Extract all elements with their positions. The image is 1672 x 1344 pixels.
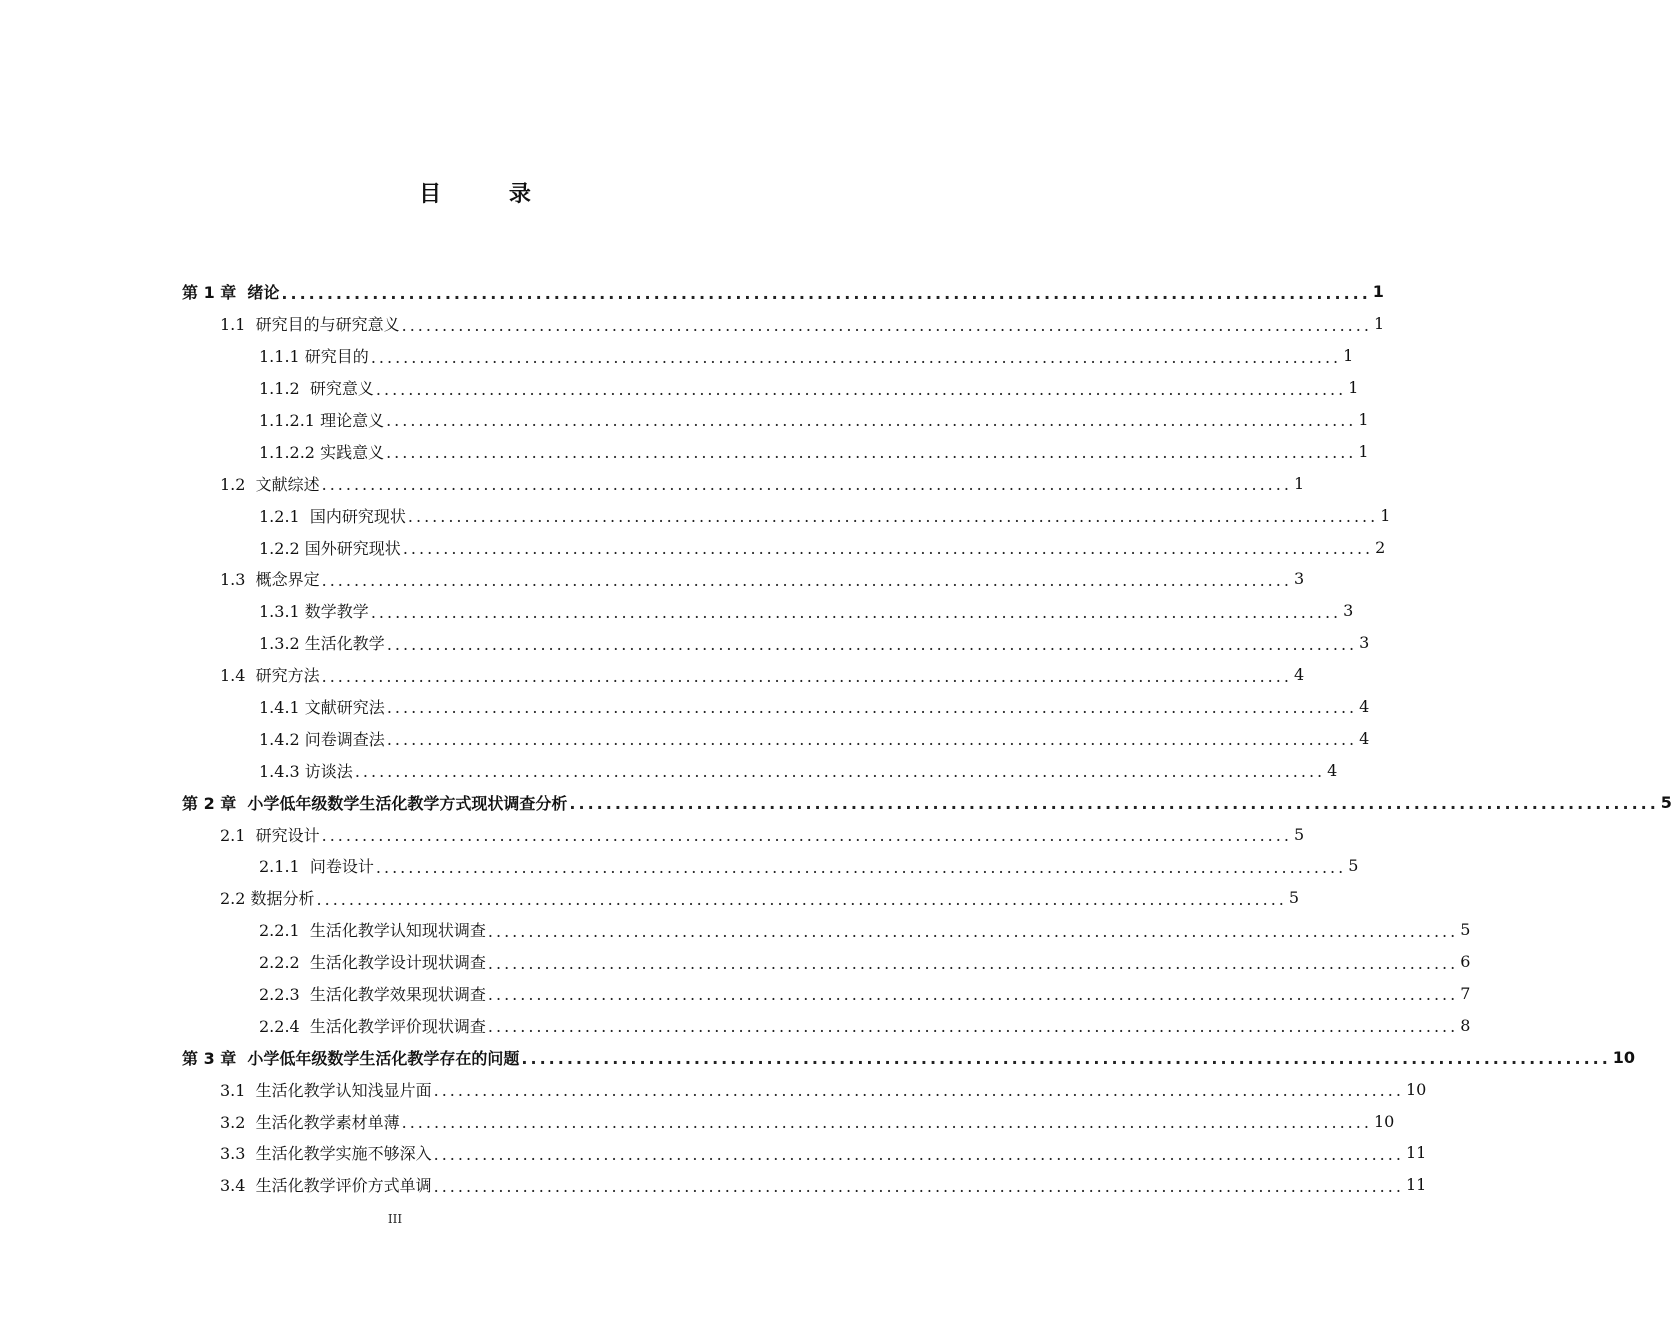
- toc-page-number: 4: [1359, 728, 1370, 748]
- toc-page-number: 4: [1293, 665, 1305, 685]
- toc-entry[interactable]: [182, 1041, 1636, 1073]
- toc-leader-dots: ........................................................................................................................: [487, 921, 1459, 941]
- toc-leader-dots: ........................................................................................................................: [316, 889, 1287, 909]
- toc-page-number: 5: [1460, 920, 1471, 940]
- toc-leader-dots: ........................................................................................................................: [487, 1017, 1459, 1037]
- toc-entry[interactable]: [182, 882, 1300, 914]
- toc-entry-label: 1.3.1 数学教学: [259, 602, 369, 622]
- toc-leader-dots: ........................................................................................................................: [433, 1081, 1404, 1101]
- toc-entry[interactable]: [182, 1169, 1427, 1201]
- toc-leader-dots: ........................................................................................................................: [386, 411, 1357, 431]
- toc-entry-label: 1.3 概念界定: [220, 570, 320, 590]
- toc-page-number: 5: [1660, 792, 1672, 812]
- toc-leader-dots: ........................................................................................................................: [375, 379, 1347, 399]
- toc-page-number: 1: [1358, 441, 1369, 461]
- toc-leader-dots: ........................................................................................................................: [401, 315, 1372, 335]
- toc-page-number: 8: [1460, 1015, 1471, 1035]
- toc-entry-label: 1.3.2 生活化教学: [259, 634, 385, 654]
- toc-page-number: 3: [1293, 569, 1305, 589]
- toc-entry[interactable]: [182, 1073, 1427, 1105]
- toc-entry-label: 3.4 生活化教学评价方式单调: [220, 1176, 432, 1196]
- table-of-contents: [182, 276, 1672, 1201]
- toc-leader-dots: ........................................................................................................................: [386, 698, 1358, 718]
- toc-leader-dots: ........................................................................................................................: [375, 857, 1347, 877]
- toc-entry-label: 1.1.2.2 实践意义: [259, 442, 385, 462]
- toc-page-number: 6: [1460, 952, 1471, 972]
- toc-entry-label: 3.3 生活化教学实施不够深入: [220, 1144, 432, 1164]
- toc-entry[interactable]: [182, 499, 1391, 531]
- toc-entry[interactable]: [182, 531, 1386, 563]
- toc-entry-label: 1.2.1 国内研究现状: [259, 506, 406, 526]
- toc-entry[interactable]: [182, 914, 1471, 946]
- toc-entry-label: 1.1.1 研究目的: [259, 347, 369, 367]
- toc-entry[interactable]: [182, 946, 1471, 978]
- toc-entry-label: 第 3 章 小学低年级数学生活化教学存在的问题: [182, 1048, 520, 1068]
- toc-entry[interactable]: [182, 627, 1370, 659]
- toc-entry[interactable]: [182, 308, 1385, 340]
- toc-page-number: 5: [1288, 888, 1300, 908]
- toc-leader-dots: ........................................................................................................................: [386, 443, 1357, 463]
- toc-page-number: 3: [1359, 633, 1370, 653]
- toc-leader-dots: ........................................................................................................................: [402, 539, 1374, 559]
- toc-entry[interactable]: [182, 754, 1338, 786]
- toc-leader-dots: ........................................................................................................................: [354, 762, 1326, 782]
- toc-page-number: 7: [1460, 984, 1471, 1004]
- toc-entry-label: 2.2.1 生活化教学认知现状调查: [259, 921, 486, 941]
- toc-page-number: 2: [1375, 537, 1386, 557]
- toc-page-number: 1: [1348, 378, 1359, 398]
- toc-leader-dots: ........................................................................................................................: [487, 953, 1459, 973]
- toc-entry-label: 3.1 生活化教学认知浅显片面: [220, 1080, 432, 1100]
- toc-entry-label: 2.2.2 生活化教学设计现状调查: [259, 953, 486, 973]
- toc-entry[interactable]: [182, 595, 1354, 627]
- toc-leader-dots: ........................................................................................................................: [521, 1049, 1611, 1069]
- toc-page-number: 1: [1293, 473, 1305, 493]
- toc-entry-label: 2.2 数据分析: [220, 889, 315, 909]
- toc-entry[interactable]: [182, 404, 1369, 436]
- toc-entry-label: 2.2.4 生活化教学评价现状调查: [259, 1016, 486, 1036]
- toc-leader-dots: ........................................................................................................................: [321, 475, 1292, 495]
- toc-entry-label: 1.1.2 研究意义: [259, 379, 374, 399]
- toc-page-number: 1: [1380, 505, 1391, 525]
- toc-page-number: 5: [1293, 824, 1305, 844]
- toc-entry-label: 1.4.2 问卷调查法: [259, 729, 385, 749]
- toc-entry-label: 第 2 章 小学低年级数学生活化教学方式现状调查分析: [182, 793, 568, 813]
- toc-entry-label: 第 1 章 绪论: [182, 283, 280, 303]
- toc-page-number: 10: [1405, 1079, 1427, 1099]
- toc-entry[interactable]: [182, 435, 1369, 467]
- toc-entry-label: 1.1 研究目的与研究意义: [220, 315, 400, 335]
- toc-entry-label: 3.2 生活化教学素材单薄: [220, 1112, 400, 1132]
- toc-page-number: 1: [1373, 314, 1385, 334]
- toc-page-number: 10: [1612, 1047, 1636, 1067]
- toc-leader-dots: ........................................................................................................................: [281, 283, 1371, 303]
- toc-entry-label: 1.4 研究方法: [220, 666, 320, 686]
- toc-leader-dots: ........................................................................................................................: [433, 1176, 1404, 1196]
- toc-leader-dots: ........................................................................................................................: [321, 570, 1292, 590]
- toc-entry[interactable]: [182, 467, 1305, 499]
- toc-leader-dots: ........................................................................................................................: [321, 826, 1292, 846]
- toc-page-number: 1: [1372, 282, 1384, 302]
- toc-leader-dots: ........................................................................................................................: [433, 1144, 1404, 1164]
- toc-entry[interactable]: [182, 563, 1305, 595]
- toc-entry[interactable]: [182, 340, 1354, 372]
- toc-leader-dots: ........................................................................................................................: [569, 794, 1659, 814]
- toc-leader-dots: ........................................................................................................................: [321, 666, 1292, 686]
- toc-entry[interactable]: [182, 1009, 1471, 1041]
- toc-entry[interactable]: [182, 978, 1471, 1010]
- toc-entry[interactable]: [182, 659, 1305, 691]
- toc-entry[interactable]: [182, 691, 1370, 723]
- toc-page-number: 4: [1327, 760, 1338, 780]
- toc-entry[interactable]: [182, 786, 1672, 818]
- toc-leader-dots: ........................................................................................................................: [407, 507, 1379, 527]
- toc-leader-dots: ........................................................................................................................: [370, 602, 1342, 622]
- toc-entry[interactable]: [182, 372, 1359, 404]
- toc-page-number: 1: [1343, 346, 1354, 366]
- toc-leader-dots: ........................................................................................................................: [386, 634, 1358, 654]
- toc-entry-label: 1.4.1 文献研究法: [259, 698, 385, 718]
- toc-entry-label: 2.2.3 生活化教学效果现状调查: [259, 985, 486, 1005]
- page-number-footer: III: [387, 1212, 403, 1226]
- toc-title: 目 录: [419, 182, 561, 207]
- toc-entry[interactable]: [182, 818, 1305, 850]
- toc-entry-label: 1.2 文献综述: [220, 474, 320, 494]
- toc-leader-dots: ........................................................................................................................: [370, 347, 1342, 367]
- toc-page-number: 5: [1348, 856, 1359, 876]
- toc-page-number: 1: [1358, 410, 1369, 429]
- toc-page-number: 4: [1359, 697, 1370, 717]
- toc-entry[interactable]: [182, 276, 1384, 308]
- toc-entry-label: 2.1 研究设计: [220, 825, 320, 845]
- toc-leader-dots: ........................................................................................................................: [386, 730, 1358, 750]
- toc-entry-label: 1.4.3 访谈法: [259, 761, 353, 781]
- toc-page-number: 10: [1373, 1111, 1395, 1131]
- toc-leader-dots: ........................................................................................................................: [487, 985, 1459, 1005]
- toc-entry-label: 1.2.2 国外研究现状: [259, 538, 401, 558]
- toc-entry[interactable]: [182, 1105, 1395, 1137]
- toc-entry[interactable]: [182, 722, 1370, 754]
- toc-entry[interactable]: [182, 850, 1359, 882]
- toc-entry-label: 2.1.1 问卷设计: [259, 857, 374, 877]
- toc-entry-label: 1.1.2.1 理论意义: [259, 411, 385, 430]
- toc-entry[interactable]: [182, 1137, 1427, 1169]
- toc-page-number: 11: [1405, 1175, 1427, 1195]
- toc-leader-dots: ........................................................................................................................: [401, 1113, 1372, 1133]
- toc-page-number: 11: [1405, 1143, 1427, 1163]
- toc-page-number: 3: [1343, 601, 1354, 621]
